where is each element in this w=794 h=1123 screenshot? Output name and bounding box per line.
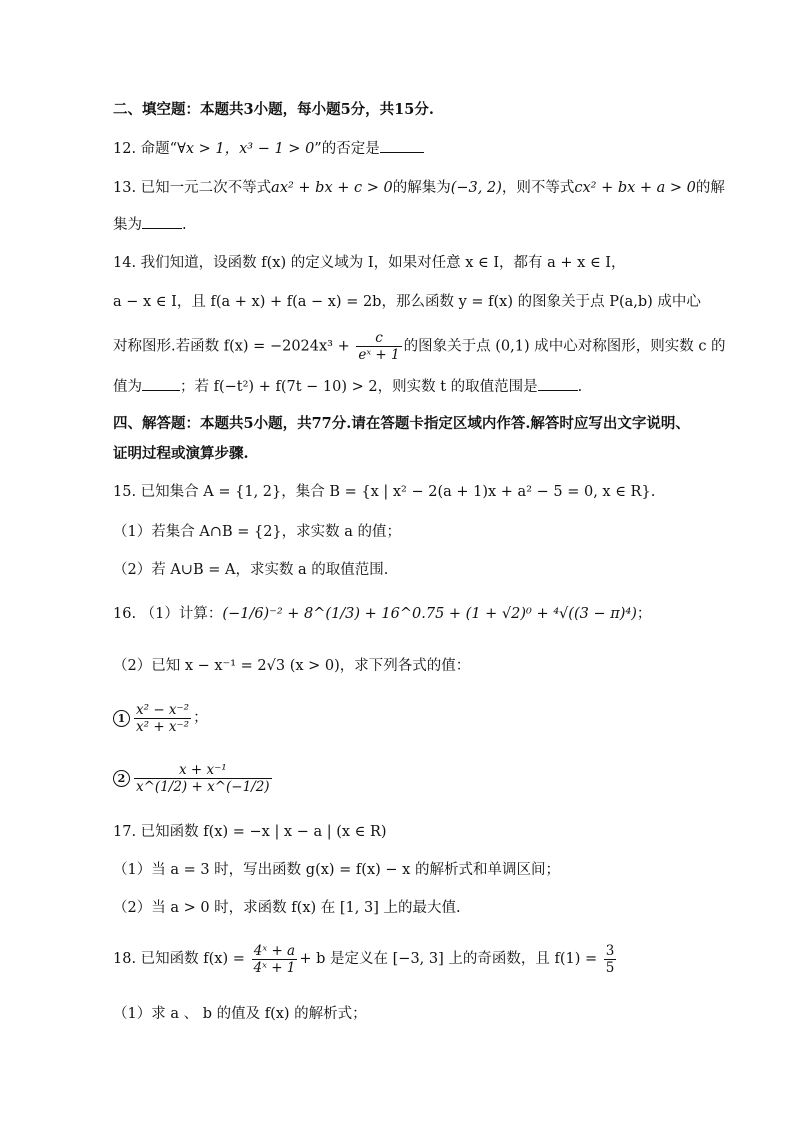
- question-17-stem: 17. 已知函数 f(x) = −x | x − a | (x ∈ R): [113, 824, 387, 840]
- q16-item2-fraction: [134, 762, 272, 795]
- question-15-part1: （1）若集合 A∩B = {2}，求实数 a 的值；: [113, 524, 402, 540]
- question-17-part2: （2）当 a > 0 时，求函数 f(x) 在 [1, 3] 上的最大值.: [113, 900, 461, 916]
- q18-stem-a: 18. 已知函数 f(x) =: [113, 951, 245, 967]
- question-17-part1: （1）当 a = 3 时，写出函数 g(x) = f(x) − x 的解析式和单调区间；: [113, 862, 560, 878]
- q13-text-a: 已知一元二次不等式: [140, 180, 272, 196]
- q12-text-a: 命题“: [140, 141, 178, 157]
- q14-line1: 我们知道，设函数 f(x) 的定义域为 I，如果对任意 x ∈ I，都有 a + x ∈ I，: [140, 255, 626, 271]
- question-14-line4: 值为 ；若 f(−t²) + f(7t − 10) > 2，则实数 t 的取值范围是 .: [113, 376, 704, 397]
- q16-part1-end: ；: [636, 606, 652, 622]
- q14-line4-a: 值为: [113, 379, 142, 395]
- q16-item1-num: x² − x⁻²: [136, 701, 190, 718]
- q13-text-b: 的解集为: [392, 180, 451, 196]
- q13-math3: cx² + bx + a > 0: [574, 180, 696, 196]
- question-18-part1: （1）求 a 、 b 的值及 f(x) 的解析式；: [113, 1006, 367, 1022]
- q14-frac-den: eˣ + 1: [358, 347, 400, 363]
- question-12: [113, 138, 704, 159]
- q12-math: ∀x > 1，x³ − 1 > 0: [177, 141, 315, 157]
- q16-part1-label: 16. （1）计算：: [113, 606, 223, 622]
- q13-math1: ax² + bx + c > 0: [271, 180, 393, 196]
- q14-number: 14.: [113, 255, 137, 271]
- q14-line3-b: 的图象关于点 (0,1) 成中心对称图形，则实数 c 的: [403, 338, 726, 355]
- q16-item1-den: x² + x⁻²: [136, 718, 190, 735]
- q13-answer-blank[interactable]: [142, 214, 182, 229]
- q18-stem-b: + b 是定义在 [−3, 3] 上的奇函数，且 f(1) =: [299, 951, 598, 967]
- q18-val-num: 3: [605, 942, 615, 959]
- q16-item1-circle: 1: [113, 710, 130, 727]
- question-14-line3: [113, 330, 726, 363]
- question-13-line1: [113, 178, 725, 198]
- question-16-item1: [113, 700, 704, 736]
- question-14-line2: [113, 292, 704, 312]
- q13-math2: (−3, 2): [450, 180, 502, 196]
- question-13-line2: 集为 .: [113, 214, 704, 235]
- section-fill-in-title: 二、填空题：本题共3小题，每小题5分，共15分.: [113, 101, 434, 118]
- q14-answer-blank-1[interactable]: [142, 376, 180, 391]
- q14-frac-num: c: [356, 330, 401, 347]
- q13-text-d: 的解: [695, 180, 725, 196]
- q13-number: 13.: [113, 180, 137, 196]
- q14-answer-blank-2[interactable]: [538, 376, 578, 391]
- question-15-part2: （2）若 A∪B = A，求实数 a 的取值范围.: [113, 562, 389, 578]
- q16-item2-den: x^(1/2) + x^(−1/2): [136, 778, 270, 795]
- question-16-item2: [113, 760, 704, 796]
- q16-item2-circle: 2: [113, 770, 130, 787]
- q16-part1-expr: (−1/6)⁻² + 8^(1/3) + 16^0.75 + (1 + √2)⁰ + ⁴√((3 − π)⁴): [222, 606, 637, 622]
- q14-fraction: [356, 330, 401, 363]
- question-16-part2: （2）已知 x − x⁻¹ = 2√3 (x > 0)，求下列各式的值：: [113, 658, 471, 674]
- q18-frac-num: 4ˣ + a: [252, 943, 298, 960]
- question-18-stem: [113, 942, 704, 976]
- q16-item1-fraction: [134, 702, 191, 735]
- q14-line4-b: ；若 f(−t²) + f(7t − 10) > 2，则实数 t 的取值范围是: [180, 379, 538, 395]
- question-16-part1: [113, 604, 704, 624]
- q14-line3-a: 对称图形.若函数 f(x) = −2024x³ +: [113, 338, 350, 355]
- q12-answer-blank[interactable]: [380, 138, 424, 153]
- q18-frac-den: 4ˣ + 1: [253, 959, 296, 976]
- question-14-line1: [113, 253, 704, 273]
- q13-text-line2: 集为: [113, 217, 142, 233]
- q14-line2: a − x ∈ I，且 f(a + x) + f(a − x) = 2b，那么函数 y = f(x) 的图象关于点 P(a,b) 成中心: [113, 294, 701, 310]
- section-solve-line1: 四、解答题：本题共5小题，共77分.请在答题卡指定区域内作答.解答时应写出文字说明、: [113, 415, 690, 432]
- section-solve-line2: 证明过程或演算步骤.: [113, 445, 249, 462]
- q12-text-b: ”的否定是: [314, 141, 380, 157]
- q13-text-c: ，则不等式: [501, 180, 575, 196]
- q18-val-den: 5: [605, 959, 615, 976]
- q12-number: 12.: [113, 141, 137, 157]
- q18-function-fraction: [252, 943, 298, 976]
- question-15-stem: 15. 已知集合 A = {1, 2}，集合 B = {x | x² − 2(a + 1)x + a² − 5 = 0, x ∈ R}.: [113, 484, 656, 500]
- q18-value-fraction: [604, 943, 617, 976]
- q16-item2-num: x + x⁻¹: [134, 762, 272, 779]
- q16-item1-end: ；: [193, 710, 208, 726]
